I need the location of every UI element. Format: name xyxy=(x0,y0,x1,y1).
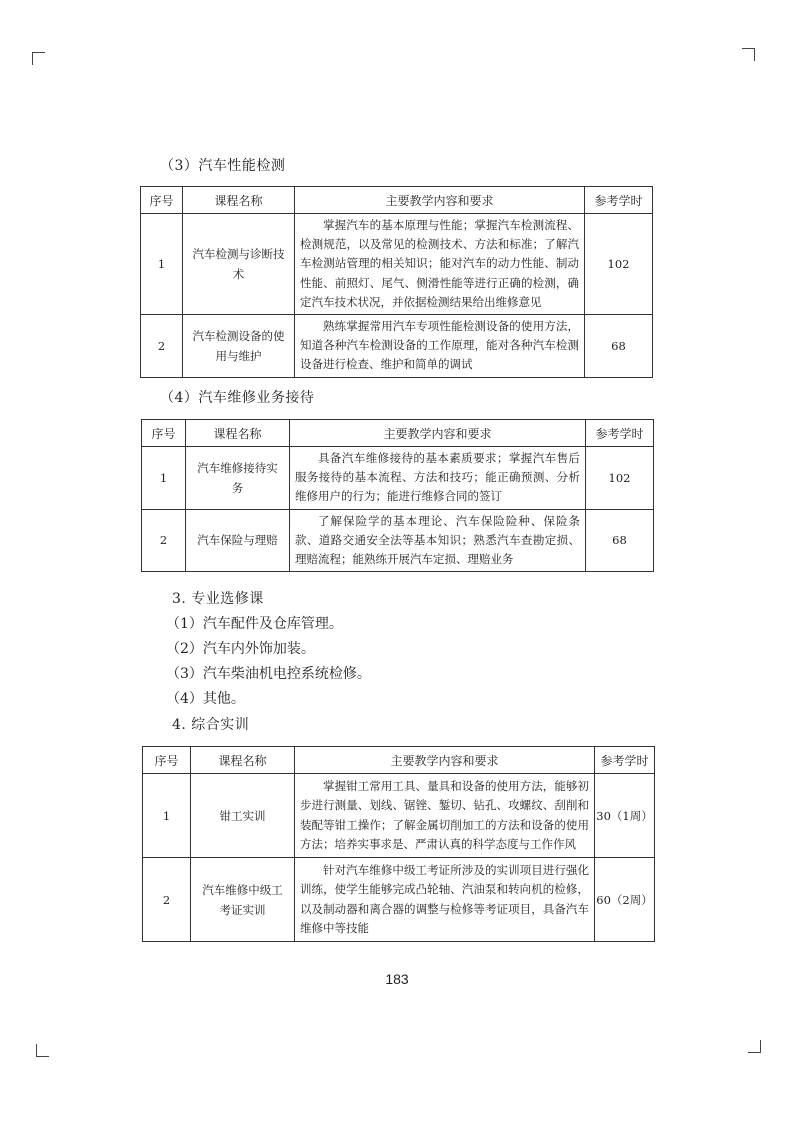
course-hours: 30（1周） xyxy=(595,774,655,858)
row-number: 1 xyxy=(141,214,183,315)
reception-course-table xyxy=(141,419,654,572)
section-heading-training: 4. 综合实训 xyxy=(172,717,250,733)
page-number: 183 xyxy=(385,971,409,987)
electives-heading: 3. 专业选修课 xyxy=(172,591,264,607)
header-hours: 参考学时 xyxy=(585,187,653,214)
crop-mark-bottom-right xyxy=(748,1040,761,1053)
table-header-row xyxy=(141,187,653,214)
header-seq: 序号 xyxy=(142,420,186,447)
crop-mark-top-right xyxy=(742,48,755,61)
section-heading-reception: （4）汽车维修业务接待 xyxy=(160,390,315,406)
course-description: 了解保险学的基本理论、汽车保险险种、保险条款、道路交通安全法等基本知识；熟悉汽车查勘定损、理赔流程；能熟练开展汽车定损、理赔业务 xyxy=(290,509,586,572)
list-item: （4）其他。 xyxy=(166,691,245,707)
header-course: 课程名称 xyxy=(183,187,295,214)
course-description: 具备汽车维修接待的基本素质要求；掌握汽车售后服务接待的基本流程、方法和技巧；能正确预测、分析维修用户的行为；能进行维修合同的签订 xyxy=(290,447,586,510)
table-header-row xyxy=(143,747,655,774)
course-name: 汽车检测设备的使用与维护 xyxy=(183,315,295,378)
list-item: （3）汽车柴油机电控系统检修。 xyxy=(166,666,371,682)
row-number: 1 xyxy=(142,447,186,510)
training-course-table xyxy=(142,746,655,942)
course-description: 掌握钳工常用工具、量具和设备的使用方法，能够初步进行测量、划线、锯锉、錾切、钻孔、攻螺纹、刮削和装配等钳工操作；了解金属切削加工的方法和设备的使用方法；培养实事求是、严肃认真的科学态度与工作作风 xyxy=(295,774,595,858)
course-name: 汽车检测与诊断技术 xyxy=(183,214,295,315)
crop-mark-bottom-left xyxy=(36,1044,49,1057)
course-name: 汽车保险与理赔 xyxy=(186,509,290,572)
course-name: 汽车维修接待实务 xyxy=(186,447,290,510)
header-hours: 参考学时 xyxy=(595,747,655,774)
performance-course-table xyxy=(140,186,653,378)
section-heading-performance: （3）汽车性能检测 xyxy=(160,158,286,174)
course-description: 掌握汽车的基本原理与性能；掌握汽车检测流程、检测规范，以及常见的检测技术、方法和标准；了解汽车检测站管理的相关知识；能对汽车的动力性能、制动性能、前照灯、尾气、侧滑性能等进行正确的检测，确定汽车技术状况，并依据检测结果给出维修意见 xyxy=(295,214,585,315)
table-header-row xyxy=(142,420,654,447)
course-description: 熟练掌握常用汽车专项性能检测设备的使用方法，知道各种汽车检测设备的工作原理，能对各种汽车检测设备进行检查、维护和简单的调试 xyxy=(295,315,585,378)
header-course: 课程名称 xyxy=(191,747,295,774)
course-hours: 60（2周） xyxy=(595,858,655,942)
header-content: 主要教学内容和要求 xyxy=(290,420,586,447)
course-hours: 68 xyxy=(586,509,654,572)
course-hours: 102 xyxy=(586,447,654,510)
crop-mark-top-left xyxy=(32,52,45,65)
course-hours: 102 xyxy=(585,214,653,315)
table-row xyxy=(143,858,655,942)
table-row xyxy=(142,447,654,510)
course-hours: 68 xyxy=(585,315,653,378)
header-hours: 参考学时 xyxy=(586,420,654,447)
course-description: 针对汽车维修中级工考证所涉及的实训项目进行强化训练，使学生能够完成凸轮轴、汽油泵和转向机的检修，以及制动器和离合器的调整与检修等考证项目，具备汽车维修中等技能 xyxy=(295,858,595,942)
row-number: 2 xyxy=(142,509,186,572)
row-number: 2 xyxy=(143,858,191,942)
list-item: （1）汽车配件及仓库管理。 xyxy=(166,616,343,632)
course-name: 汽车维修中级工考证实训 xyxy=(191,858,295,942)
table-row xyxy=(142,509,654,572)
header-course: 课程名称 xyxy=(186,420,290,447)
list-item: （2）汽车内外饰加装。 xyxy=(166,641,315,657)
row-number: 1 xyxy=(143,774,191,858)
row-number: 2 xyxy=(141,315,183,378)
table-row xyxy=(141,315,653,378)
header-content: 主要教学内容和要求 xyxy=(295,187,585,214)
header-content: 主要教学内容和要求 xyxy=(295,747,595,774)
header-seq: 序号 xyxy=(143,747,191,774)
header-seq: 序号 xyxy=(141,187,183,214)
table-row xyxy=(143,774,655,858)
course-name: 钳工实训 xyxy=(191,774,295,858)
table-row xyxy=(141,214,653,315)
